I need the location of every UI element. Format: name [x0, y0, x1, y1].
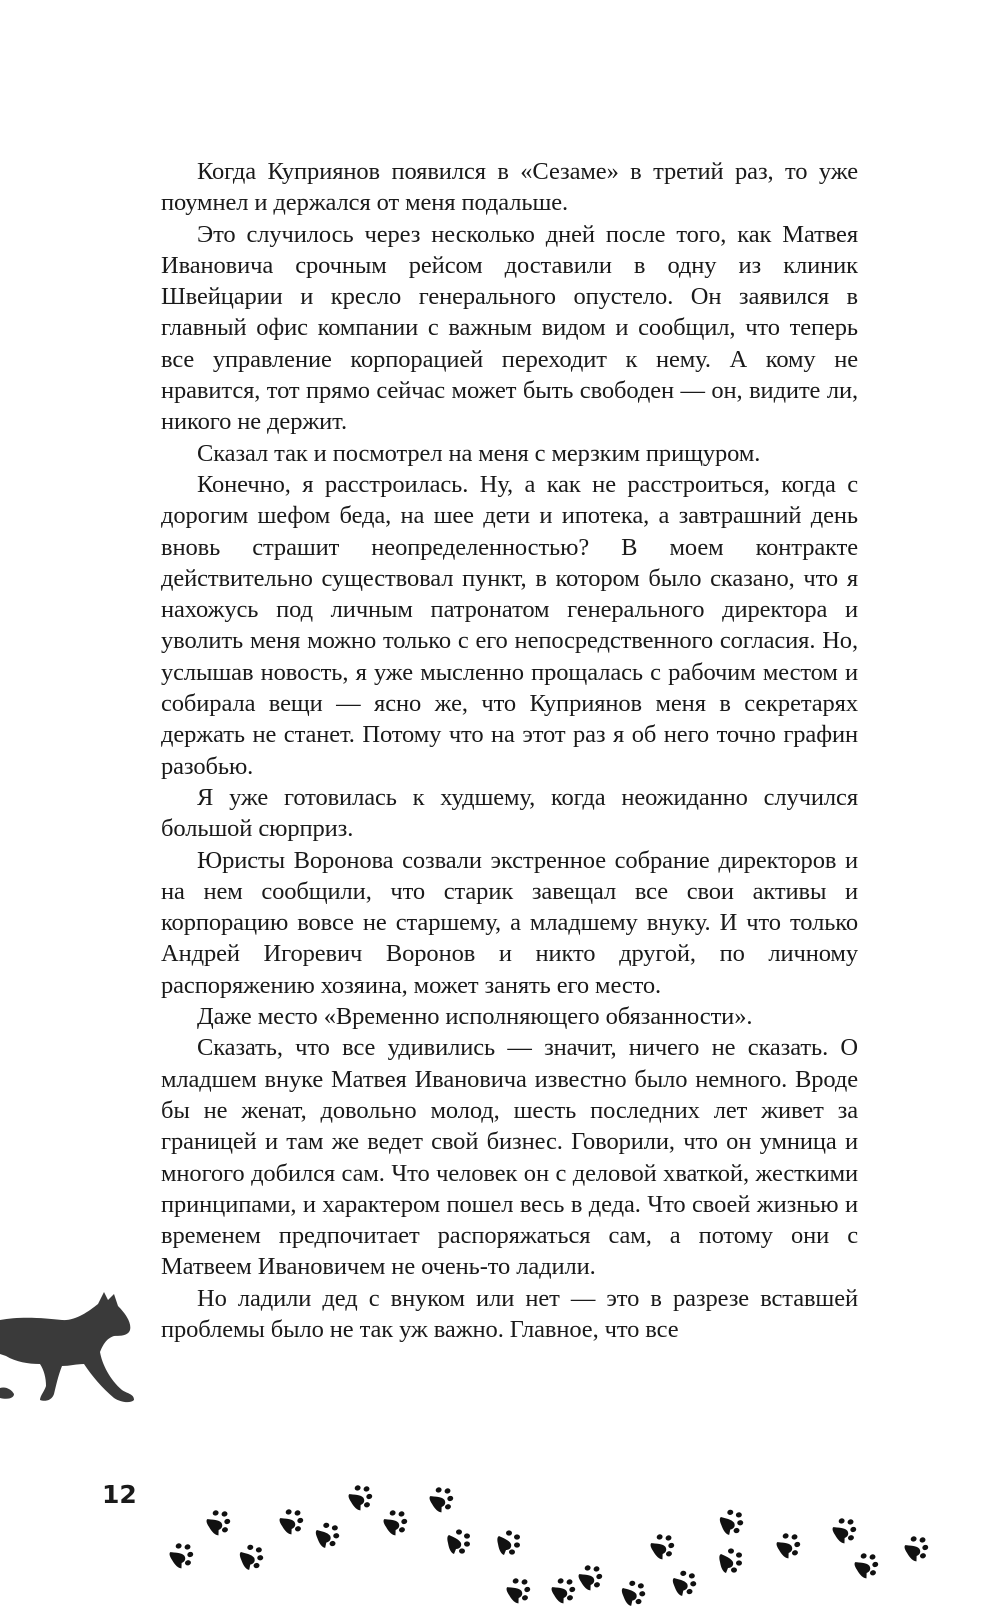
paw-print-icon — [201, 1503, 239, 1541]
paragraph: Даже место «Временно исполняющего обязанности». — [197, 1003, 753, 1031]
paw-print-icon — [771, 1526, 809, 1564]
paw-print-icon — [669, 1566, 704, 1601]
paragraph: Это случилось через несколько дней после того, как Матвея Ивановича срочным рейсом доставили в одну из клиник Швейцарии и кресло генерального опустело. Он заявился в главный офис компании с важным видом и сообщил, что теперь все управление корпорацией переходит к нему. А кому не нравится, тот прямо сейчас может быть свободен — он, видите ли, никого не держит. — [161, 220, 858, 436]
paw-print-icon — [501, 1571, 539, 1609]
paw-print-icon — [849, 1546, 887, 1584]
page-number: 12 — [102, 1480, 137, 1509]
paw-print-icon — [645, 1527, 683, 1565]
paragraph: Юристы Воронова созвали экстренное собрание директоров и на нем сообщили, что старик завещал все свои активы и корпорацию вовсе не старшему, а младшему внуку. И что только Андрей Игоревич Воронов и никто другой, по личному распоряжению хозяина, может занять его место. — [161, 846, 858, 999]
paw-print-icon — [716, 1505, 751, 1540]
paragraph: Когда Куприянов появился в «Сезаме» в третий раз, то уже поумнел и держался от меня подальше. — [161, 158, 858, 217]
paw-print-icon — [164, 1536, 202, 1574]
paragraph: Но ладили дед с внуком или нет — это в разрезе вставшей проблемы было не так уж важно. Главное, что все — [161, 1284, 858, 1343]
body-text — [161, 156, 858, 1345]
paragraph: Сказал так и посмотрел на меня с мерзким прищуром. — [197, 439, 761, 467]
paw-print-icon — [343, 1478, 381, 1516]
paw-print-icon — [618, 1576, 653, 1611]
paw-print-icon — [236, 1540, 271, 1575]
paw-print-icon — [899, 1529, 937, 1567]
paw-print-icon — [312, 1518, 347, 1553]
paw-print-icon — [274, 1502, 312, 1540]
paragraph: Я уже готовилась к худшему, когда неожиданно случился большой сюрприз. — [161, 783, 858, 843]
paw-print-icon — [717, 1546, 747, 1576]
walking-cat-icon — [0, 1290, 140, 1408]
paw-print-icon — [827, 1511, 865, 1549]
paw-print-icon — [424, 1480, 462, 1518]
paw-print-icon — [378, 1503, 416, 1541]
paragraph: Конечно, я расстроилась. Ну, а как не расстроиться, когда с дорогим шефом беда, на шее дети и ипотека, а завтрашний день вновь страшит неопределенностью? В моем контракте действительно существовал пункт, в котором было сказано, что я нахожусь под личным патронатом генерального директора и уволить меня можно только с его непосредственного согласия. Но, услышав новость, я уже мысленно прощалась с рабочим местом и собирала вещи — ясно же, что Куприянов меня в секретарях держать не станет. Потому что на этот раз я об него точно графин разобью. — [161, 470, 858, 780]
paw-print-icon — [445, 1527, 475, 1557]
paragraph: Сказать, что все удивились — значит, ничего не сказать. О младшем внуке Матвея Ивановича известно было немного. Вроде бы не женат, довольно молод, шесть последних лет живет за границей и там же ведет свой бизнес. Говорили, что он умница и многого добился сам. Что человек он с деловой хваткой, жесткими принципами, и характером пошел весь в деда. Что своей жизнью и временем предпочитает распоряжаться сам, а потому они с Матвеем Ивановичем не очень-то ладили. — [161, 1034, 858, 1281]
paw-print-icon — [495, 1528, 525, 1558]
